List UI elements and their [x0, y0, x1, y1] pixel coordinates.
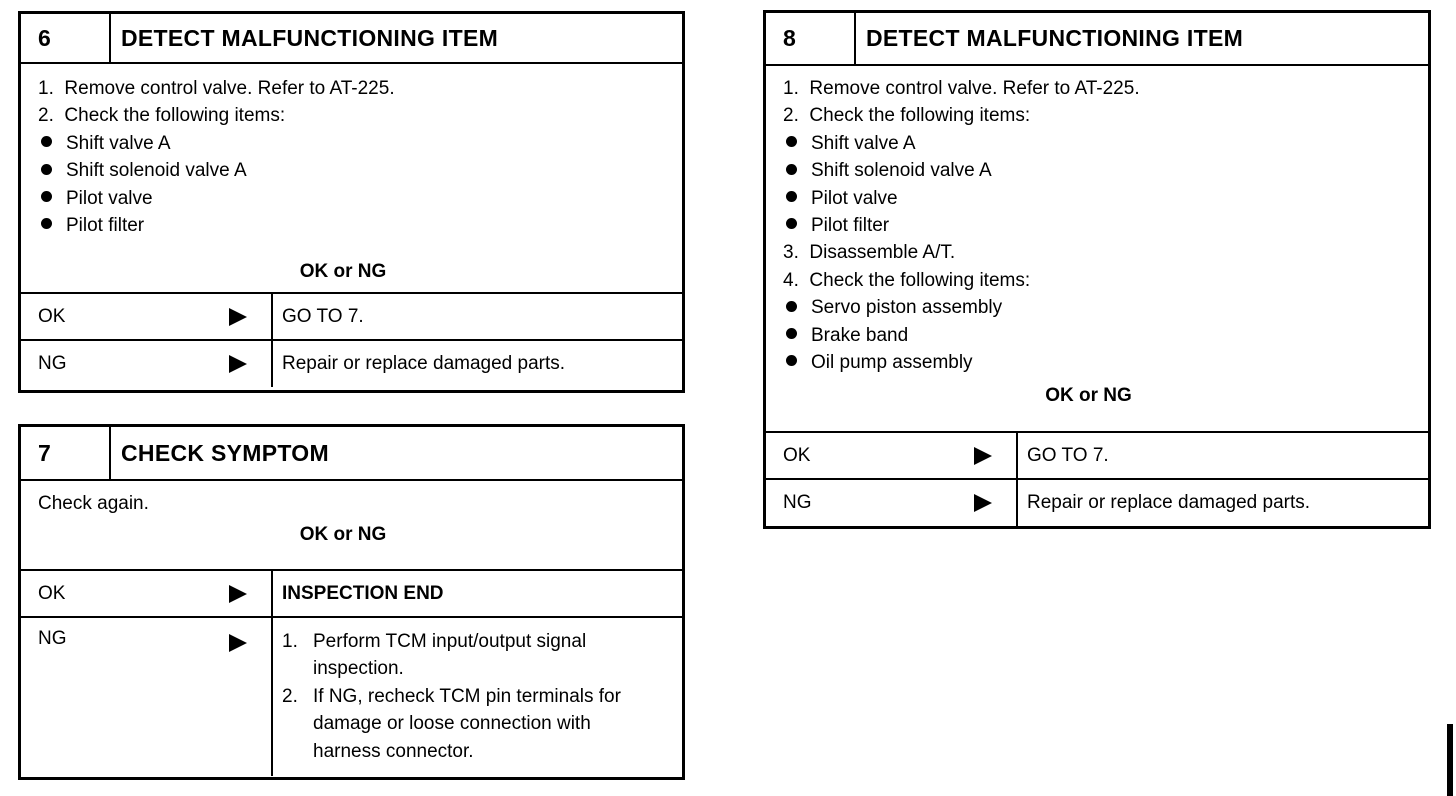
- ng-label: NG: [38, 628, 67, 649]
- step-text: 1. Remove control valve. Refer to AT-225.: [38, 78, 395, 99]
- step-title: DETECT MALFUNCTIONING ITEM: [866, 25, 1244, 51]
- ng-label-cell: [21, 618, 273, 776]
- arrow-right-icon: [229, 634, 247, 652]
- step-text: Servo piston assembly: [811, 297, 1003, 319]
- arrow-right-icon: [229, 308, 247, 326]
- ok-or-ng-label: OK or NG: [1045, 385, 1132, 406]
- step-6-body: [21, 64, 682, 252]
- step-7-header: [21, 427, 682, 481]
- bullet-icon: [786, 328, 797, 339]
- bullet-icon: [41, 164, 52, 175]
- ok-result: GO TO 7.: [1027, 444, 1109, 466]
- bullet-item: [783, 130, 1428, 157]
- bullet-icon: [786, 218, 797, 229]
- bullet-icon: [786, 136, 797, 147]
- bullet-item: [38, 157, 682, 184]
- ok-result: INSPECTION END: [282, 582, 444, 604]
- page-edge-mark: [1447, 724, 1453, 796]
- ng-action-list: [282, 628, 662, 765]
- step-text: 3. Disassemble A/T.: [783, 242, 956, 264]
- step-text: Pilot filter: [811, 214, 890, 236]
- step-text: Shift valve A: [66, 132, 171, 154]
- ok-or-ng-label: OK or NG: [299, 261, 387, 282]
- ng-action-number: 2.: [282, 685, 298, 707]
- bullet-icon: [786, 301, 797, 312]
- ng-result: Repair or replace damaged parts.: [282, 353, 566, 374]
- step-list: [783, 75, 1428, 376]
- bullet-item: [783, 294, 1428, 321]
- ng-label: NG: [38, 353, 67, 374]
- step-7-body: [21, 481, 682, 519]
- step-title: DETECT MALFUNCTIONING ITEM: [121, 24, 499, 51]
- step-text: Oil pump assembly: [811, 351, 973, 373]
- ng-action-number: 1.: [282, 631, 298, 652]
- bullet-item: [783, 212, 1428, 239]
- ok-label: OK: [783, 444, 811, 466]
- bullet-icon: [41, 191, 52, 202]
- ok-row: [21, 569, 682, 616]
- ng-label: NG: [783, 492, 812, 513]
- ng-result: Repair or replace damaged parts.: [1027, 492, 1311, 513]
- step-text: Pilot valve: [66, 187, 153, 209]
- ng-label-cell: [21, 341, 273, 387]
- step-8-header: [766, 13, 1428, 66]
- ng-row: [766, 478, 1428, 526]
- step-6-header: [21, 14, 682, 64]
- bullet-item: [38, 185, 682, 212]
- ok-row: [21, 292, 682, 339]
- numbered-step: [783, 267, 1428, 294]
- step-text: 4. Check the following items:: [783, 269, 1031, 291]
- ng-action-text: If NG, recheck TCM pin terminals for damage or loose connection with harness connector.: [313, 685, 621, 762]
- bullet-icon: [786, 355, 797, 366]
- numbered-step: [783, 239, 1428, 266]
- bullet-item: [783, 157, 1428, 184]
- step-number: 6: [21, 14, 111, 62]
- step-text: Pilot filter: [66, 214, 145, 236]
- bullet-item: [783, 322, 1428, 349]
- numbered-step: [38, 102, 682, 129]
- ok-result: GO TO 7.: [282, 305, 364, 327]
- step-text: 2. Check the following items:: [783, 105, 1031, 127]
- ng-row: [21, 339, 682, 387]
- step-number: 7: [21, 427, 111, 479]
- step-8-body: [766, 66, 1428, 391]
- ok-label-cell: [21, 294, 273, 339]
- step-text: 1. Remove control valve. Refer to AT-225.: [783, 78, 1140, 99]
- ng-row: [21, 616, 682, 776]
- ok-label: OK: [38, 305, 66, 327]
- ng-result: [273, 618, 682, 776]
- arrow-right-icon: [974, 494, 992, 512]
- ok-row: [766, 431, 1428, 478]
- ok-label-cell: [766, 433, 1018, 478]
- bullet-item: [783, 349, 1428, 376]
- ng-label-cell: [766, 480, 1018, 526]
- bullet-icon: [786, 191, 797, 202]
- ng-action-item: [282, 628, 662, 683]
- step-7-box: [18, 424, 685, 780]
- ok-label-cell: [21, 571, 273, 616]
- bullet-icon: [786, 164, 797, 175]
- ng-action-text: Perform TCM input/output signal inspection.: [313, 631, 587, 680]
- bullet-icon: [41, 218, 52, 229]
- step-8-box: [763, 10, 1431, 529]
- step-list: [38, 75, 682, 239]
- arrow-right-icon: [229, 355, 247, 373]
- step-title: CHECK SYMPTOM: [121, 439, 329, 466]
- bullet-item: [783, 185, 1428, 212]
- step-text: Shift solenoid valve A: [66, 160, 247, 182]
- bullet-item: [38, 130, 682, 157]
- bullet-item: [38, 212, 682, 239]
- numbered-step: [38, 75, 682, 102]
- step-text: 2. Check the following items:: [38, 105, 286, 127]
- bullet-icon: [41, 136, 52, 147]
- step-text: Shift solenoid valve A: [811, 160, 992, 182]
- step-number: 8: [766, 13, 856, 64]
- step-text: Check again.: [38, 493, 149, 514]
- numbered-step: [783, 75, 1428, 102]
- step-6-box: [18, 11, 685, 393]
- numbered-step: [783, 102, 1428, 129]
- arrow-right-icon: [229, 585, 247, 603]
- step-text: Shift valve A: [811, 132, 916, 154]
- ng-action-item: [282, 683, 662, 765]
- arrow-right-icon: [974, 447, 992, 465]
- step-text: Pilot valve: [811, 187, 898, 209]
- step-text: Brake band: [811, 324, 909, 346]
- ok-label: OK: [38, 582, 66, 604]
- ok-or-ng-label: OK or NG: [299, 524, 387, 545]
